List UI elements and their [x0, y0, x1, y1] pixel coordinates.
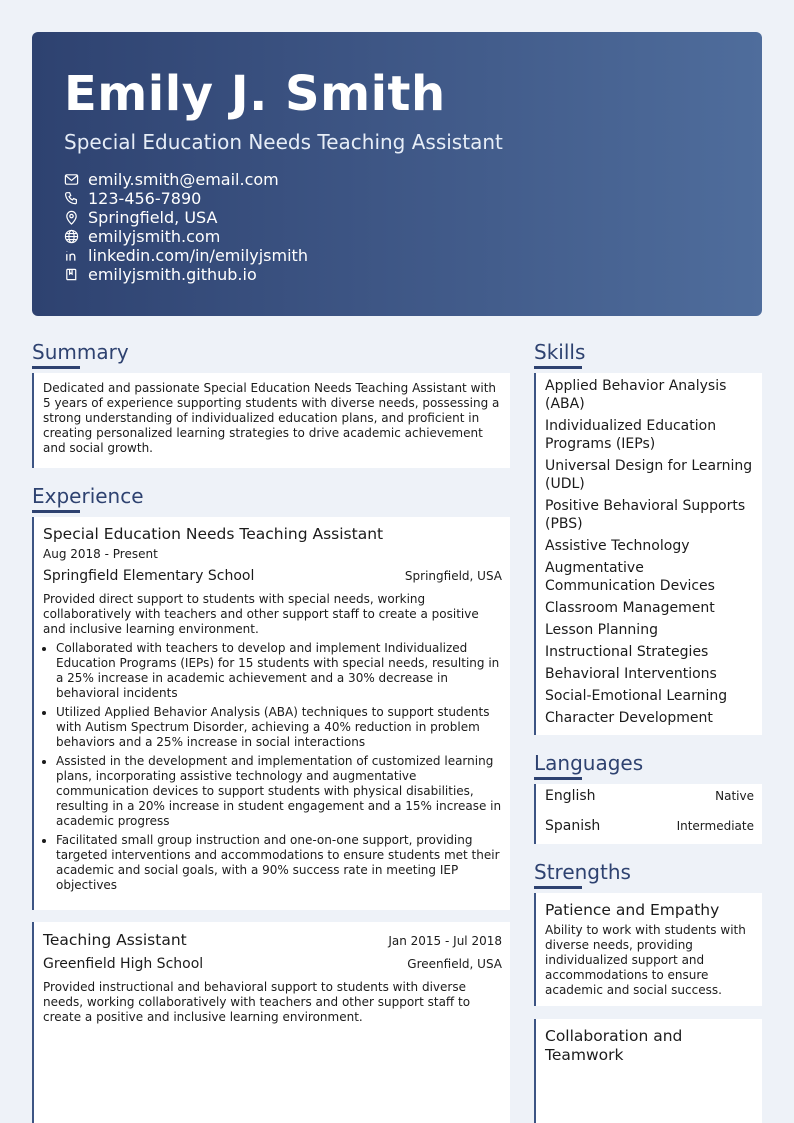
website-text: emilyjsmith.com [88, 227, 221, 246]
job-bullets [43, 641, 502, 893]
skill-item: Instructional Strategies [545, 644, 709, 660]
location-pin-icon [64, 210, 79, 225]
job-description: Provided instructional and behavioral support to students with diverse needs, working collaboratively with teachers and other support staff to create a positive and inclusive learning environment. [43, 980, 471, 1024]
github-text: emilyjsmith.github.io [88, 265, 257, 284]
linkedin-icon [64, 248, 79, 263]
job-card-2 [32, 922, 510, 1123]
heading-underline [534, 886, 582, 889]
contact-location [64, 208, 308, 227]
job-dates: Jan 2015 - Jul 2018 [388, 934, 502, 948]
languages-heading-text: Languages [534, 751, 644, 775]
skill-item: Applied Behavior Analysis (ABA) [545, 378, 727, 412]
contact-phone[interactable] [64, 189, 308, 208]
job-employer-row [43, 568, 502, 584]
job-title: Teaching Assistant [43, 931, 187, 949]
job-employer-row [43, 956, 502, 972]
github-icon [64, 267, 79, 282]
languages-heading [534, 751, 643, 780]
list-item: • Facilitated small group instruction and one-on-one support, providing targeted interventions and accommodations to ensure students met their academic and social goals, with a 90% success rate in meeting IEP objectives [56, 833, 502, 893]
list-item: • Collaborated with teachers to develop and implement Individualized Education Programs (IEPs) for 15 students with special needs, resulting in a 25% increase in academic achievement and a 30% decrease in behavioral incidents [56, 641, 502, 701]
summary-text: Dedicated and passionate Special Education Needs Teaching Assistant with 5 years of experience supporting students with diverse needs, possessing a strong understanding of individualized education plans, and proficient in creating personalized learning strategies to drive academic achievement and social growth. [43, 381, 500, 455]
strength-title: Collaboration and Teamwork [545, 1027, 683, 1064]
skill-item: Positive Behavioral Supports (PBS) [545, 498, 746, 532]
list-item: • Utilized Applied Behavior Analysis (ABA) techniques to support students with Autism Spectrum Disorder, achieving a 40% reduction in problem behaviors and a 25% increase in social interactions [56, 705, 502, 750]
job-card-1 [32, 517, 510, 910]
skills-card [534, 373, 762, 735]
skill-item: Assistive Technology [545, 538, 690, 554]
heading-underline [534, 366, 582, 369]
languages-card [534, 784, 762, 844]
language-level: Intermediate [676, 819, 754, 833]
heading-underline [32, 366, 80, 369]
contact-list [64, 170, 308, 284]
skill-item: Augmentative Communication Devices [545, 560, 715, 594]
contact-github[interactable] [64, 265, 308, 284]
job-title-row [43, 931, 502, 949]
skill-item: Classroom Management [545, 600, 715, 616]
skill-item: Character Development [545, 710, 713, 726]
heading-underline [534, 777, 582, 780]
job-description: Provided direct support to students with special needs, working collaboratively with teachers and other support staff to create a positive and inclusive learning environment. [43, 592, 479, 636]
summary-heading-text: Summary [32, 340, 129, 364]
job-location: Springfield, USA [404, 569, 502, 583]
language-row [545, 818, 762, 848]
globe-icon [64, 229, 79, 244]
strengths-heading [534, 860, 631, 889]
skill-item: Universal Design for Learning (UDL) [545, 458, 753, 492]
job-company: Springfield Elementary School [43, 568, 255, 584]
resume-header [32, 32, 762, 316]
skill-item: Behavioral Interventions [545, 666, 717, 682]
location-text: Springfield, USA [88, 208, 218, 227]
skills-heading [534, 340, 585, 369]
job-title: Special Education Needs Teaching Assistant [43, 525, 384, 543]
strength-title: Patience and Empathy [545, 901, 720, 919]
contact-email[interactable] [64, 170, 308, 189]
candidate-name: Emily J. Smith [64, 66, 446, 122]
language-name: English [545, 788, 596, 804]
job-location: Greenfield, USA [407, 957, 502, 971]
summary-heading [32, 340, 129, 369]
linkedin-text: linkedin.com/in/emilyjsmith [88, 246, 308, 265]
experience-heading-text: Experience [32, 484, 144, 508]
experience-heading [32, 484, 144, 513]
strengths-heading-text: Strengths [534, 860, 631, 884]
language-level: Native [715, 789, 754, 803]
language-row [545, 788, 762, 818]
heading-underline [32, 510, 80, 513]
strength-card-2 [534, 1019, 762, 1123]
contact-website[interactable] [64, 227, 308, 246]
job-company: Greenfield High School [43, 956, 204, 972]
skill-item: Lesson Planning [545, 622, 658, 638]
email-text: emily.smith@email.com [88, 170, 279, 189]
language-name: Spanish [545, 818, 601, 834]
skill-item: Individualized Education Programs (IEPs) [545, 418, 717, 452]
strength-text: Ability to work with students with diverse needs, providing individualized support and accommodations to ensure academic and social success. [545, 923, 746, 997]
skill-item: Social-Emotional Learning [545, 688, 728, 704]
summary-card [32, 373, 510, 468]
phone-text: 123-456-7890 [88, 189, 202, 208]
candidate-title: Special Education Needs Teaching Assistant [64, 130, 503, 154]
contact-linkedin[interactable] [64, 246, 308, 265]
job-dates: Aug 2018 - Present [43, 547, 158, 561]
email-icon [64, 172, 79, 187]
skills-heading-text: Skills [534, 340, 586, 364]
phone-icon [64, 191, 79, 206]
list-item: • Assisted in the development and implementation of customized learning plans, incorporating assistive technology and augmentative communication devices to support students with physical disabilities, resulting in a 20% increase in student engagement and a 15% increase in academic progress [56, 754, 502, 829]
strength-card-1 [534, 893, 762, 1006]
